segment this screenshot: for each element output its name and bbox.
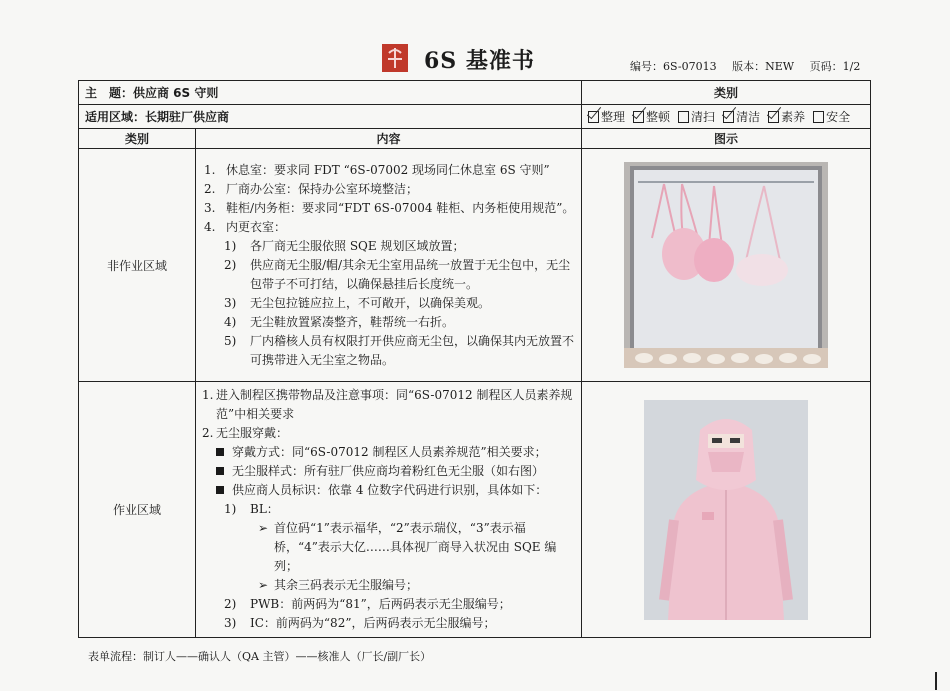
- category-checkbox[interactable]: [768, 108, 805, 125]
- category-label: 清洁: [736, 110, 761, 124]
- checkbox-icon[interactable]: [723, 111, 734, 123]
- bullet-item: 供应商人员标识：依靠 4 位数字代码进行识别，具体如下：: [202, 481, 575, 500]
- doc-number: 编号：6S-07013: [630, 60, 717, 73]
- list-item: 2. 无尘服穿戴：: [202, 426, 289, 440]
- list-item: 1. 休息室：要求同 FDT “6S-07002 现场同仁休息室 6S 守则”: [204, 162, 550, 177]
- sub-item: 3) 无尘包拉链应拉上，不可敞开，以确保美观。: [224, 295, 491, 310]
- approval-flow: 表单流程：制订人——确认人（QA 主管）——核准人（厂长/副厂长）: [88, 650, 432, 663]
- list-item: 1. 进入制程区携带物品及注意事项：同“6S-07012 制程区人员素养规范”中相关要求: [202, 388, 573, 421]
- category-label: 素养: [781, 110, 806, 124]
- category-label: 安全: [826, 110, 851, 124]
- document-meta: [630, 58, 872, 74]
- sub-item: 5) 厂内稽核人员有权限打开供应商无尘包，以确保其内无放置不可携带进入无尘室之物品。: [224, 333, 575, 367]
- arrow-item: ➢ 首位码“1”表示福华，“2”表示瑞仪，“3”表示福桥，“4”表示大亿……具体视厂商导入状况由 SQE 编列；: [258, 521, 557, 573]
- checkbox-icon[interactable]: [633, 111, 644, 123]
- sub-item: 1) BL：: [224, 502, 279, 516]
- section1-figure: [582, 149, 871, 382]
- scope-cell: 适用区域：长期驻厂供应商: [79, 105, 582, 129]
- col-header-category: 类别: [79, 129, 196, 149]
- sub-item: 2) PWB：前两码为“81”，后两码表示无尘服编号；: [224, 597, 511, 611]
- bullet-item: 无尘服样式：所有驻厂供应商均着粉红色无尘服（如右图）: [202, 462, 575, 481]
- category-checkbox[interactable]: [813, 108, 850, 125]
- category-label: 整理: [601, 110, 626, 124]
- category-checkbox[interactable]: [633, 108, 670, 125]
- checkbox-icon[interactable]: [588, 111, 599, 123]
- list-item: 3. 鞋柜/内务柜：要求同“FDT 6S-07004 鞋柜、内务柜使用规范”。: [204, 200, 575, 215]
- doc-version: 版本：NEW: [732, 60, 795, 73]
- page-edge-mark: [935, 672, 937, 690]
- category-checkbox[interactable]: [723, 108, 760, 125]
- sub-item: 2) 供应商无尘服/帽/其余无尘室用品统一放置于无尘包中，无尘包带子不可打结，以确保悬挂后长度统一。: [224, 257, 571, 291]
- subject-cell: 主 题：供应商 6S 守则: [79, 81, 582, 105]
- pink-cleanroom-suit-photo: [644, 400, 808, 620]
- col-header-figure: 图示: [582, 129, 871, 149]
- standard-table: [78, 80, 871, 638]
- bullet-item: 穿戴方式：同“6S-07012 制程区人员素养规范”相关要求；: [202, 443, 575, 462]
- doc-page: 页码：1/2: [809, 60, 861, 73]
- category-checkbox[interactable]: [678, 108, 715, 125]
- category-label: 清扫: [691, 110, 716, 124]
- arrow-item: ➢ 其余三码表示无尘服编号；: [258, 578, 419, 592]
- col-header-content: 内容: [196, 129, 582, 149]
- section2-figure: [582, 382, 871, 638]
- sub-item: 3) IC：前两码为“82”，后两码表示无尘服编号；: [224, 616, 496, 630]
- category-header: 类别: [582, 81, 871, 105]
- list-item: 4. 内更衣室：: [204, 219, 287, 234]
- section2-category: 作业区域: [79, 382, 196, 638]
- category-checkbox[interactable]: [588, 108, 625, 125]
- section1-category: 非作业区域: [79, 149, 196, 382]
- checkbox-icon[interactable]: [678, 111, 689, 123]
- checkbox-icon[interactable]: [813, 111, 824, 123]
- sub-item: 4) 无尘鞋放置紧凑整齐，鞋帮统一右折。: [224, 314, 455, 329]
- category-label: 整顿: [646, 110, 671, 124]
- list-item: 2. 厂商办公室：保持办公室环境整洁；: [204, 181, 419, 196]
- sub-item: 1) 各厂商无尘服依照 SQE 规划区域放置；: [224, 238, 465, 253]
- category-checkboxes: [582, 105, 871, 129]
- company-logo-icon: [382, 44, 408, 72]
- checkbox-icon[interactable]: [768, 111, 779, 123]
- section1-content: [196, 149, 582, 382]
- dust-bag-locker-photo: [624, 162, 828, 368]
- document-title: 6S 基准书: [424, 48, 535, 74]
- section2-content: [196, 382, 582, 638]
